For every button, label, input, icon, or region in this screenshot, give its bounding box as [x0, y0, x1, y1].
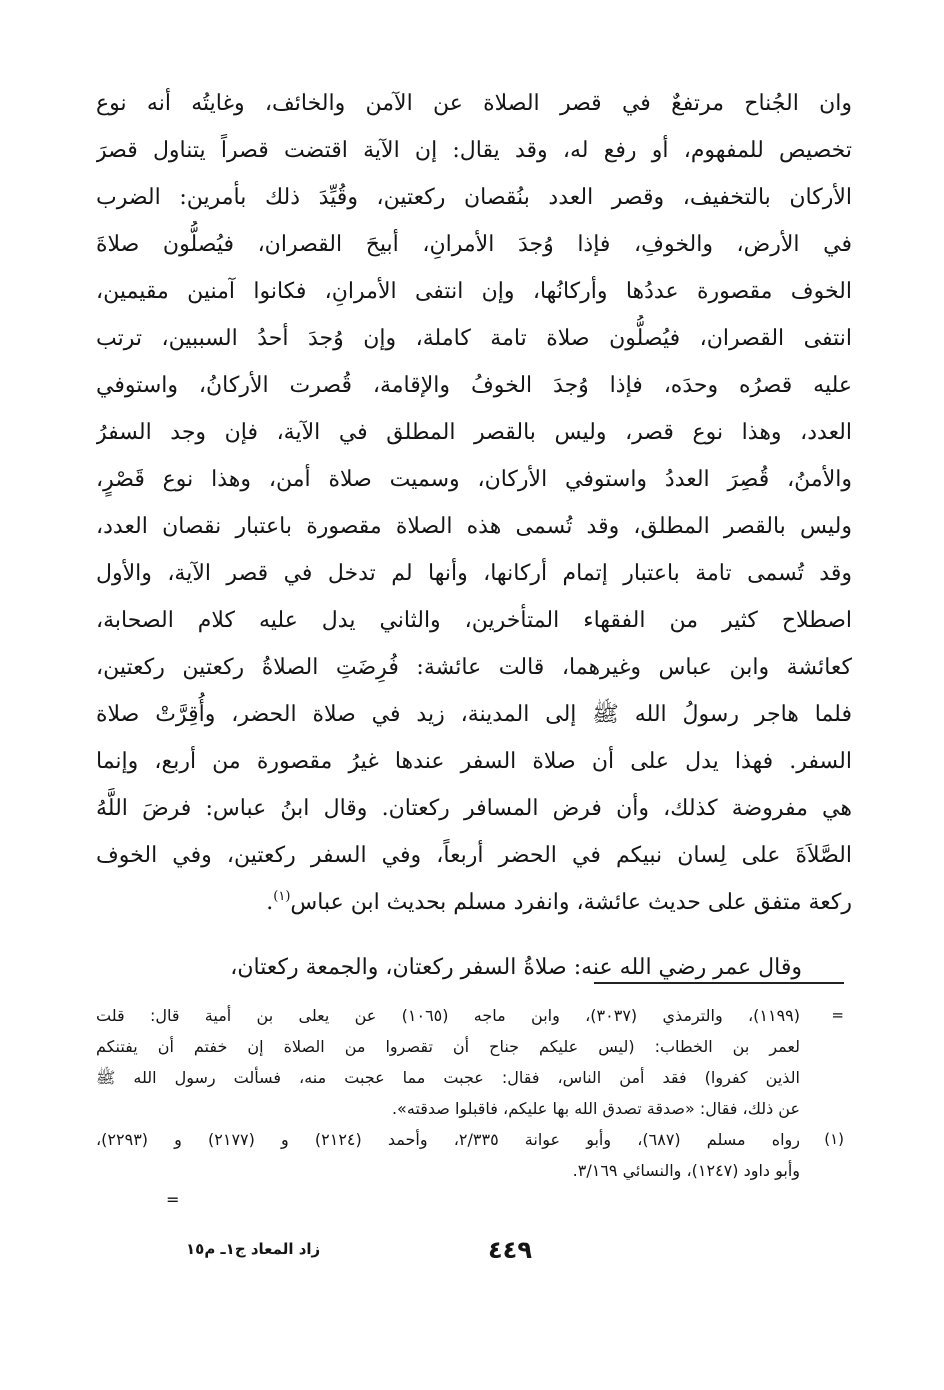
- page-number: ٤٤٩: [488, 1236, 532, 1264]
- text-line: وقد تُسمى تامة باعتبار إتمام أركانها، وأنها لم تدخل في قصر الآية، والأول: [96, 561, 852, 586]
- text-line: تخصيص للمفهوم، أو رفع له، وقد يقال: إن الآية اقتضت قصراً يتناول قصرَ: [96, 138, 852, 163]
- text-line: فلما هاجر رسولُ الله ﷺ إلى المدينة، زيد في صلاة الحضر، وأُقِرَّتْ صلاة: [96, 702, 852, 727]
- last-line-period: .: [266, 890, 274, 915]
- footnote-ref-1: (١): [273, 889, 291, 904]
- footnote-text: (١١٩٩)، والترمذي (٣٠٣٧)، وابن ماجه (١٠٦٥) عن يعلى بن أمية قال: قلت: [96, 1006, 801, 1025]
- text-line: الأركان بالتخفيف، وقصر العدد بنُقصان ركعتين، وقُيِّدَ ذلك بأمرين: الضرب: [96, 185, 852, 210]
- paragraph-2-line: وقال عمر رضي الله عنه: صلاةُ السفر ركعتان، والجمعة ركعتان،: [230, 955, 802, 980]
- text-line: الخوف مقصورة عددُها وأركانُها، وإن انتفى الأمرانِ، فكانوا آمنين مقيمين،: [96, 279, 852, 304]
- last-line-text: ركعة متفق على حديث عائشة، وانفرد مسلم بحديث ابن عباس: [290, 890, 852, 915]
- footnote-continuation-line: عن ذلك، فقال: «صدقة تصدق الله بها عليكم، فاقبلوا صدقته».: [391, 1099, 800, 1118]
- footnote-text: رواه مسلم (٦٨٧)، وأبو عوانة ٢/٣٣٥، وأحمد (٢١٢٤) و (٢١٧٧) و (٢٢٩٣)،: [96, 1130, 800, 1149]
- text-line: في الأرض، والخوفِ، فإذا وُجدَ الأمرانِ، أبيحَ القصران، فيُصلُّون صلاةَ: [96, 232, 852, 257]
- footnote-separator: [594, 982, 844, 984]
- footnote-1-line: وأبو داود (١٢٤٧)، والنسائي ٣/١٦٩.: [572, 1161, 800, 1180]
- text-line: والأمنُ، قُصِرَ العددُ واستوفي الأركان، وسميت صلاة أمن، وهذا نوع قَصْرٍ،: [96, 467, 852, 492]
- text-line: السفر. فهذا يدل على أن صلاة السفر عندها غيرُ مقصورة من أربع، وإنما: [96, 749, 852, 774]
- text-line: هي مفروضة كذلك، وأن فرض المسافر ركعتان. وقال ابنُ عباس: فرضَ اللَّهُ: [96, 796, 852, 821]
- volume-signature: زاد المعاد ج١ـ م١٥: [186, 1240, 321, 1258]
- text-line: الصَّلاَةَ على لِسان نبيكم في الحضر أربعاً، وفي السفر ركعتين، وفي الخوف: [96, 843, 852, 868]
- text-line: انتفى القصران، فيُصلُّون صلاة تامة كاملة، وإن وُجدَ أحدُ السببين، ترتب: [96, 326, 852, 351]
- footnote-continuation-line: لعمر بن الخطاب: (ليس عليكم جناح أن تقصروا من الصلاة إن خفتم أن يفتنكم: [96, 1037, 800, 1056]
- footnote-1-line: [96, 1124, 844, 1155]
- text-line: وليس بالقصر المطلق، وقد تُسمى هذه الصلاة مقصورة باعتبار نقصان العدد،: [96, 514, 852, 539]
- footnote-continues-mark: =: [166, 1190, 180, 1209]
- text-line: اصطلاح كثير من الفقهاء المتأخرين، والثاني يدل عليه كلام الصحابة،: [96, 608, 852, 633]
- text-line: وان الجُناح مرتفعٌ في قصر الصلاة عن الآمن والخائف، وغايتُه أنه نوع: [96, 91, 852, 116]
- footnote-continuation-line: [96, 1000, 844, 1031]
- footnote-1-number: (١): [824, 1130, 844, 1148]
- footnote-continuation-line: الذين كفروا) فقد أمن الناس، فقال: عجبت مما عجبت منه، فسألت رسول الله ﷺ: [96, 1068, 800, 1087]
- main-text: [96, 80, 852, 991]
- footnotes: [96, 1000, 844, 1186]
- text-line: عليه قصرُه وحدَه، فإذا وُجدَ الخوفُ والإقامة، قُصرت الأركانُ، واستوفي: [96, 373, 852, 398]
- text-line: العدد، وهذا نوع قصر، وليس بالقصر المطلق في الآية، فإن وجد السفرُ: [96, 420, 852, 445]
- text-line-last: [96, 879, 852, 926]
- continuation-mark: =: [831, 1006, 844, 1024]
- text-line: كعائشة وابن عباس وغيرهما، قالت عائشة: فُرِضَتِ الصلاةُ ركعتين ركعتين،: [96, 655, 852, 680]
